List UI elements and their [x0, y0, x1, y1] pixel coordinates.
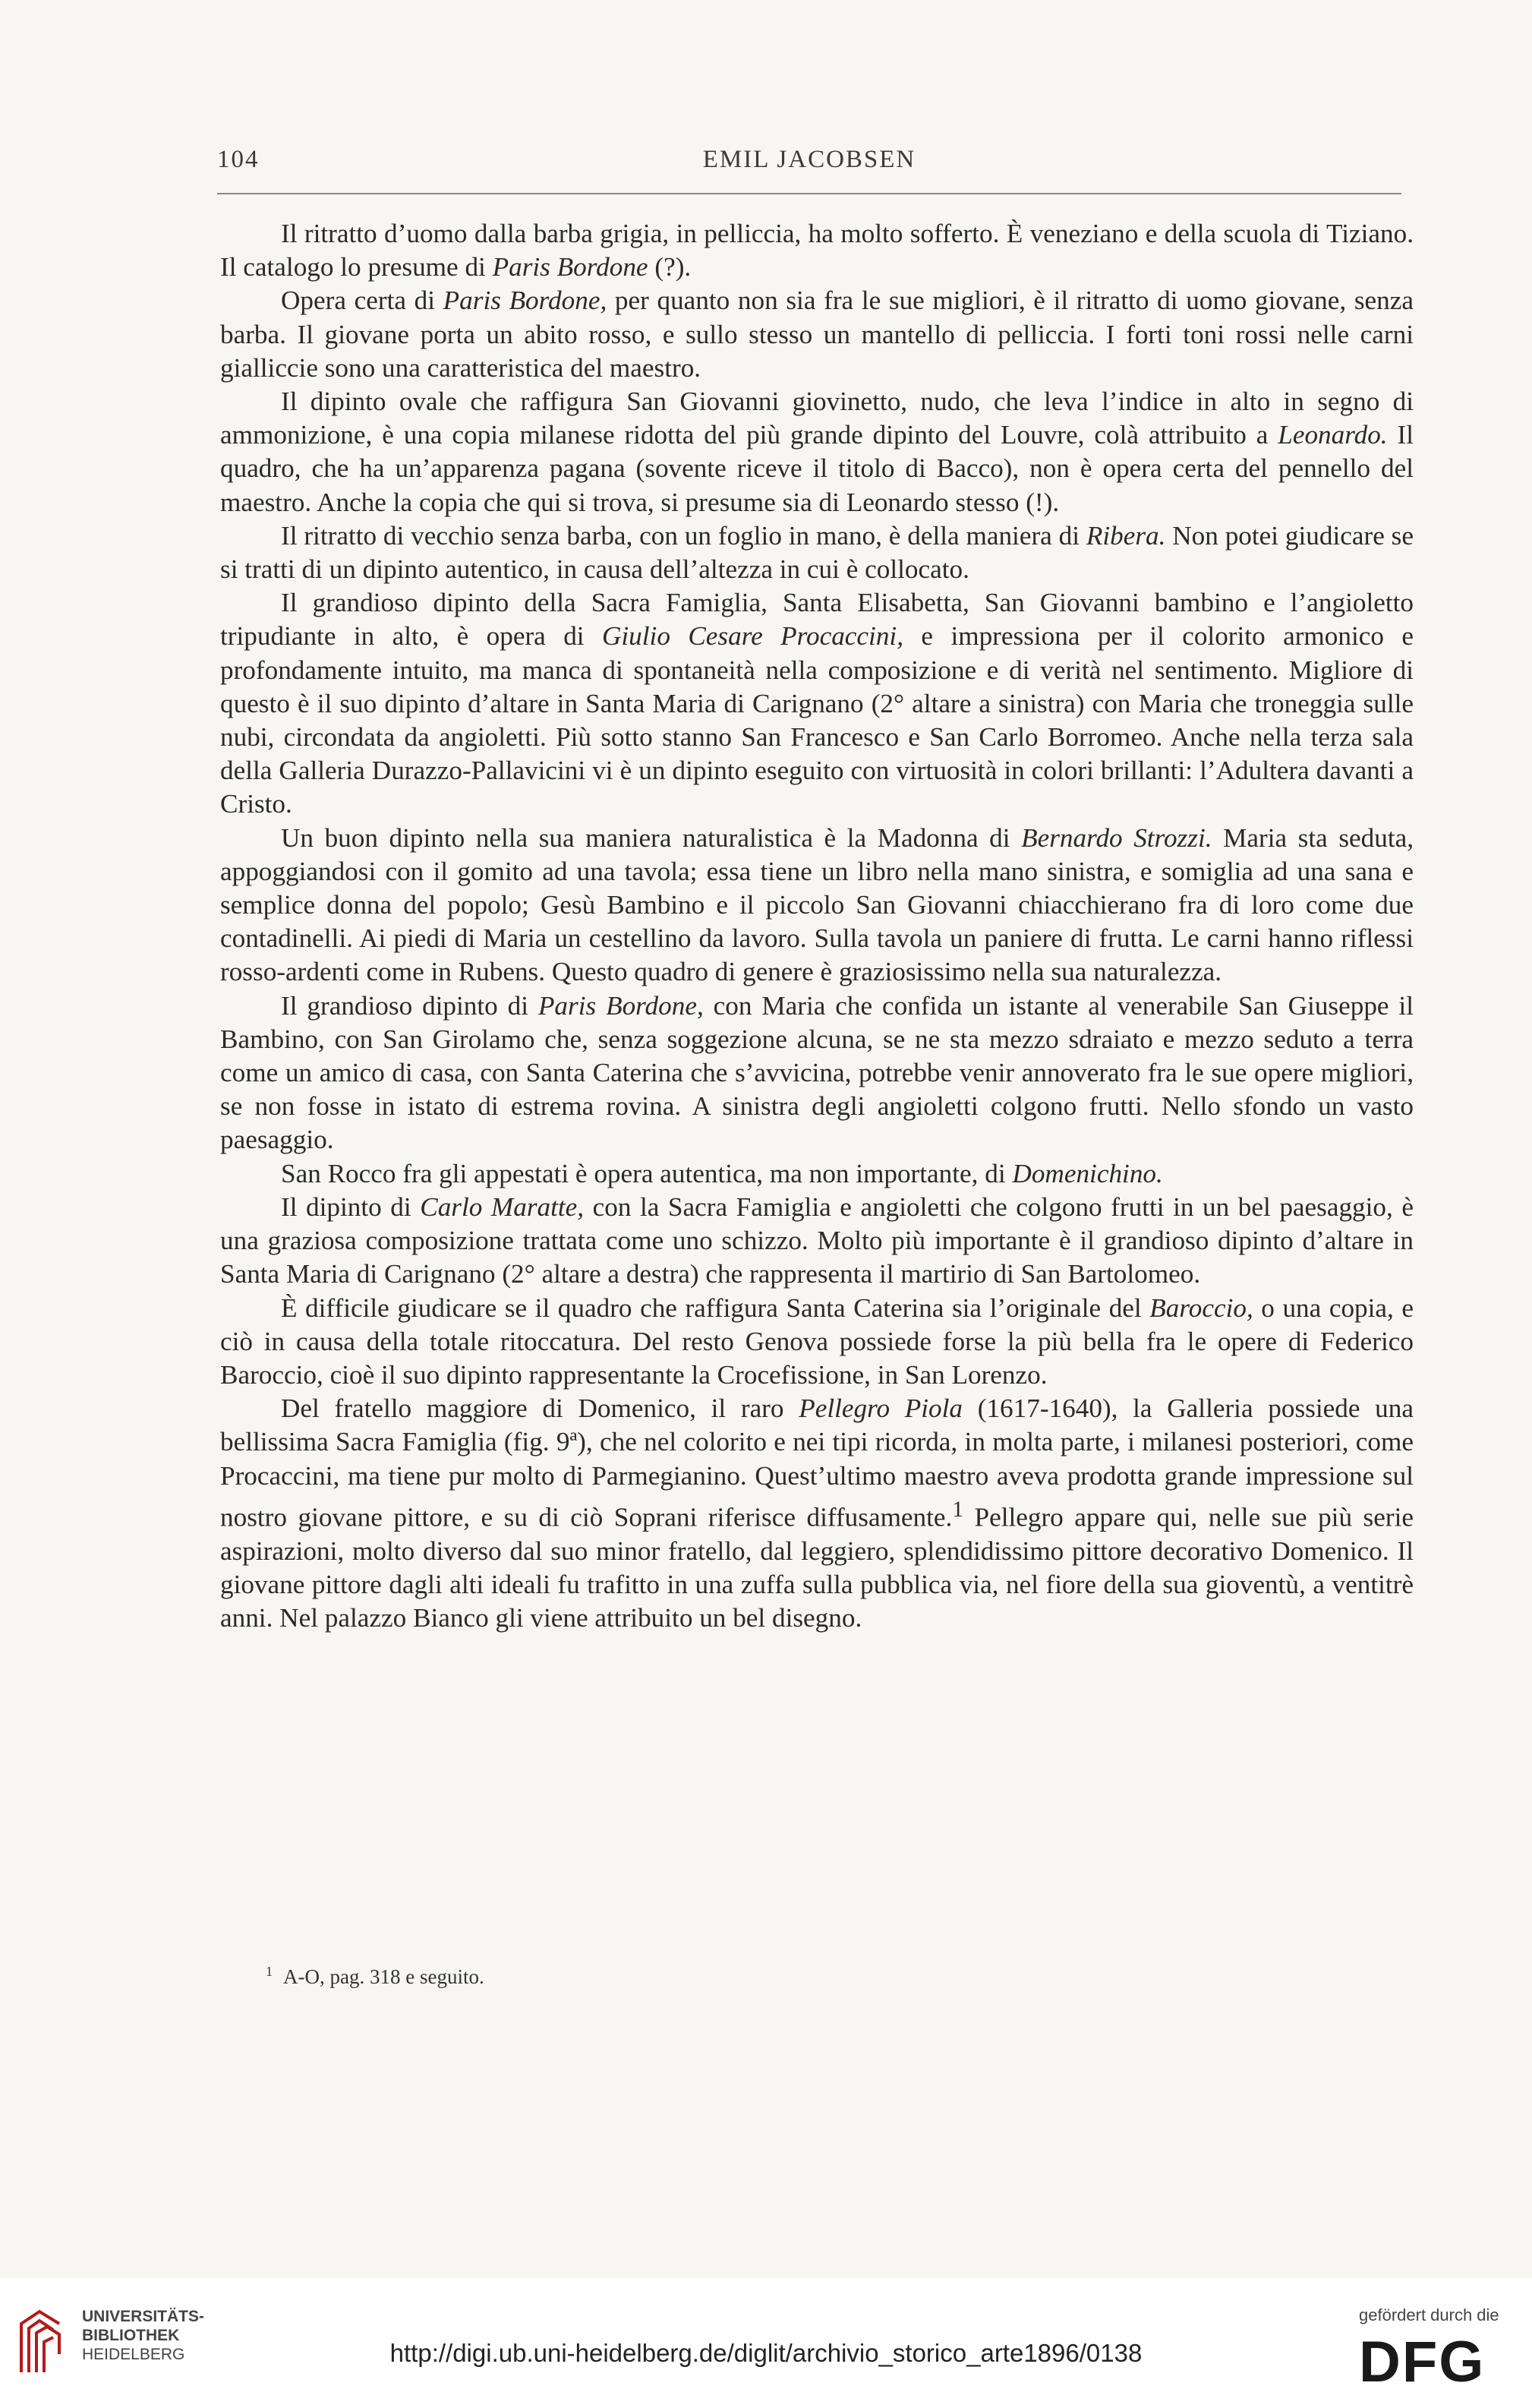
body-text	[220, 217, 1414, 1635]
paragraph: Il grandioso dipinto della Sacra Famiglia, Santa Elisabetta, San Giovanni bambino e l’angioletto tripudiante in alto, è opera di Giulio Cesare Procaccini, e impressiona per il colorito armonico e profondamente intuito, ma manca di spontaneità nella composizione e di verità nel sentimento. Migliore di questo è il suo dipinto d’altare in Santa Maria di Carignano (2° altare a sinistra) con Maria che troneggia sulle nubi, circondata da angioletti. Più sotto stanno San Francesco e San Carlo Borromeo. Anche nella terza sala della Galleria Durazzo-Pallavicini vi è un dipinto eseguito con virtuosità in colori brillanti: l’Adultera davanti a Cristo.	[220, 588, 1414, 819]
running-head: EMIL JACOBSEN	[702, 146, 916, 173]
paragraph: Un buon dipinto nella sua maniera naturalistica è la Madonna di Bernardo Strozzi. Maria sta seduta, appoggiandosi con il gomito ad una tavola; essa tiene un libro nella mano sinistra, e somiglia ad una sana e semplice donna del popolo; Gesù Bambino e il piccolo San Giovanni chiacchierano fra di loro come due contadinelli. Ai piedi di Maria un cestellino da lavoro. Sulla tavola un paniere di frutta. Le carni hanno riflessi rosso-ardenti come in Rubens. Questo quadro di genere è graziosissimo nella sua naturalezza.	[220, 822, 1414, 987]
footnote	[266, 1964, 1329, 1989]
paragraph: Il dipinto ovale che raffigura San Giovanni giovinetto, nudo, che leva l’indice in alto in segno di ammonizione, è una copia milanese ridotta del più grande dipinto del Louvre, colà attribuito a Leonardo. Il quadro, che ha un’apparenza pagana (sovente riceve il titolo di Bacco), non è opera certa del pennello del maestro. Anche la copia che qui si trova, si presume sia di Leonardo stesso (!).	[220, 387, 1414, 517]
paragraph: Il dipinto di Carlo Maratte, con la Sacra Famiglia e angioletti che colgono frutti in un bel paesaggio, è una graziosa composizione trattata come uno schizzo. Molto più importante è il grandioso dipinto d’altare in Santa Maria di Carignano (2° altare a destra) che rappresenta il martirio di San Bartolomeo.	[220, 1191, 1414, 1289]
header-rule	[217, 193, 1401, 194]
funding-text: gefördert durch die	[1359, 2305, 1499, 2324]
dfg-logo-icon	[1359, 2334, 1506, 2386]
source-url-link[interactable]: http://digi.ub.uni-heidelberg.de/diglit/archivio_storico_arte1896/0138	[389, 2339, 1143, 2367]
page-header	[217, 146, 1401, 184]
paragraph: È difficile giudicare se il quadro che raffigura Santa Caterina sia l’originale del Baroccio, o una copia, e ciò in causa della totale ritoccatura. Del resto Genova possiede forse la più bella fra le opere di Federico Baroccio, cioè il suo dipinto rappresentante la Crocefissione, in San Lorenzo.	[220, 1292, 1414, 1390]
svg-text:DFG: DFG	[1359, 2334, 1486, 2386]
library-name: UNIVERSITÄTS- BIBLIOTHEK HEIDELBERG	[82, 2308, 205, 2363]
paragraph: San Rocco fra gli appestati è opera autentica, ma non importante, di Domenichino.	[281, 1158, 1163, 1188]
paragraph: Il ritratto d’uomo dalla barba grigia, in pelliccia, ha molto sofferto. È veneziano e della scuola di Tiziano. Il catalogo lo presume di Paris Bordone (?).	[220, 219, 1414, 282]
footnote-reference: 1	[952, 1497, 964, 1522]
footnote-text: A-O, pag. 318 e seguito.	[283, 1965, 484, 1988]
footnote-mark: 1	[266, 1964, 273, 1979]
paragraph: Opera certa di Paris Bordone, per quanto non sia fra le sue migliori, è il ritratto di uomo giovane, senza barba. Il giovane porta un abito rosso, e sullo stesso un mantello di pelliccia. I forti toni rossi nelle carni gialliccie sono una caratteristica del maestro.	[220, 286, 1414, 383]
paragraph: Il grandioso dipinto di Paris Bordone, con Maria che confida un istante al venerabile San Giuseppe il Bambino, con San Girolamo che, senza soggezione alcuna, se ne sta mezzo sdraiato e mezzo seduto a terra come un amico di casa, con Santa Caterina che s’avvicina, potrebbe venir annoverato fra le sue opere migliori, se non fosse in istato di estrema rovina. A sinistra degli angioletti colgono frutti. Nello sfondo un vasto paesaggio.	[220, 990, 1414, 1155]
page-number: 104	[217, 146, 260, 173]
paragraph: Del fratello maggiore di Domenico, il raro Pellegro Piola (1617-1640), la Galleria possiede una bellissima Sacra Famiglia (fig. 9ª), che nel colorito e nei tipi ricorda, in molta parte, i milanesi posteriori, come Procaccini, ma tiene pur molto di Parmegianino. Quest’ultimo maestro aveva prodotta grande impressione sul nostro giovane pittore, e su di ciò Soprani riferisce diffusamente.$^1$ Pellegro appare qui, nelle sue più serie aspirazioni, molto diverso dal suo minor fratello, dal leggiero, splendidissimo pittore decorativo Domenico. Il giovane pittore dagli alti ideali fu trafitto in una zuffa sulla pubblica via, nel fiore della sua gioventù, a ventitrè anni. Nel palazzo Bianco gli viene attribuito un bel disegno.	[220, 1393, 1414, 1633]
digitization-footer	[0, 2278, 1532, 2408]
paragraph: Il ritratto di vecchio senza barba, con un foglio in mano, è della maniera di Ribera. Non potei giudicare se si tratti di un dipinto autentico, in causa dell’altezza in cui è collocato.	[220, 520, 1414, 585]
